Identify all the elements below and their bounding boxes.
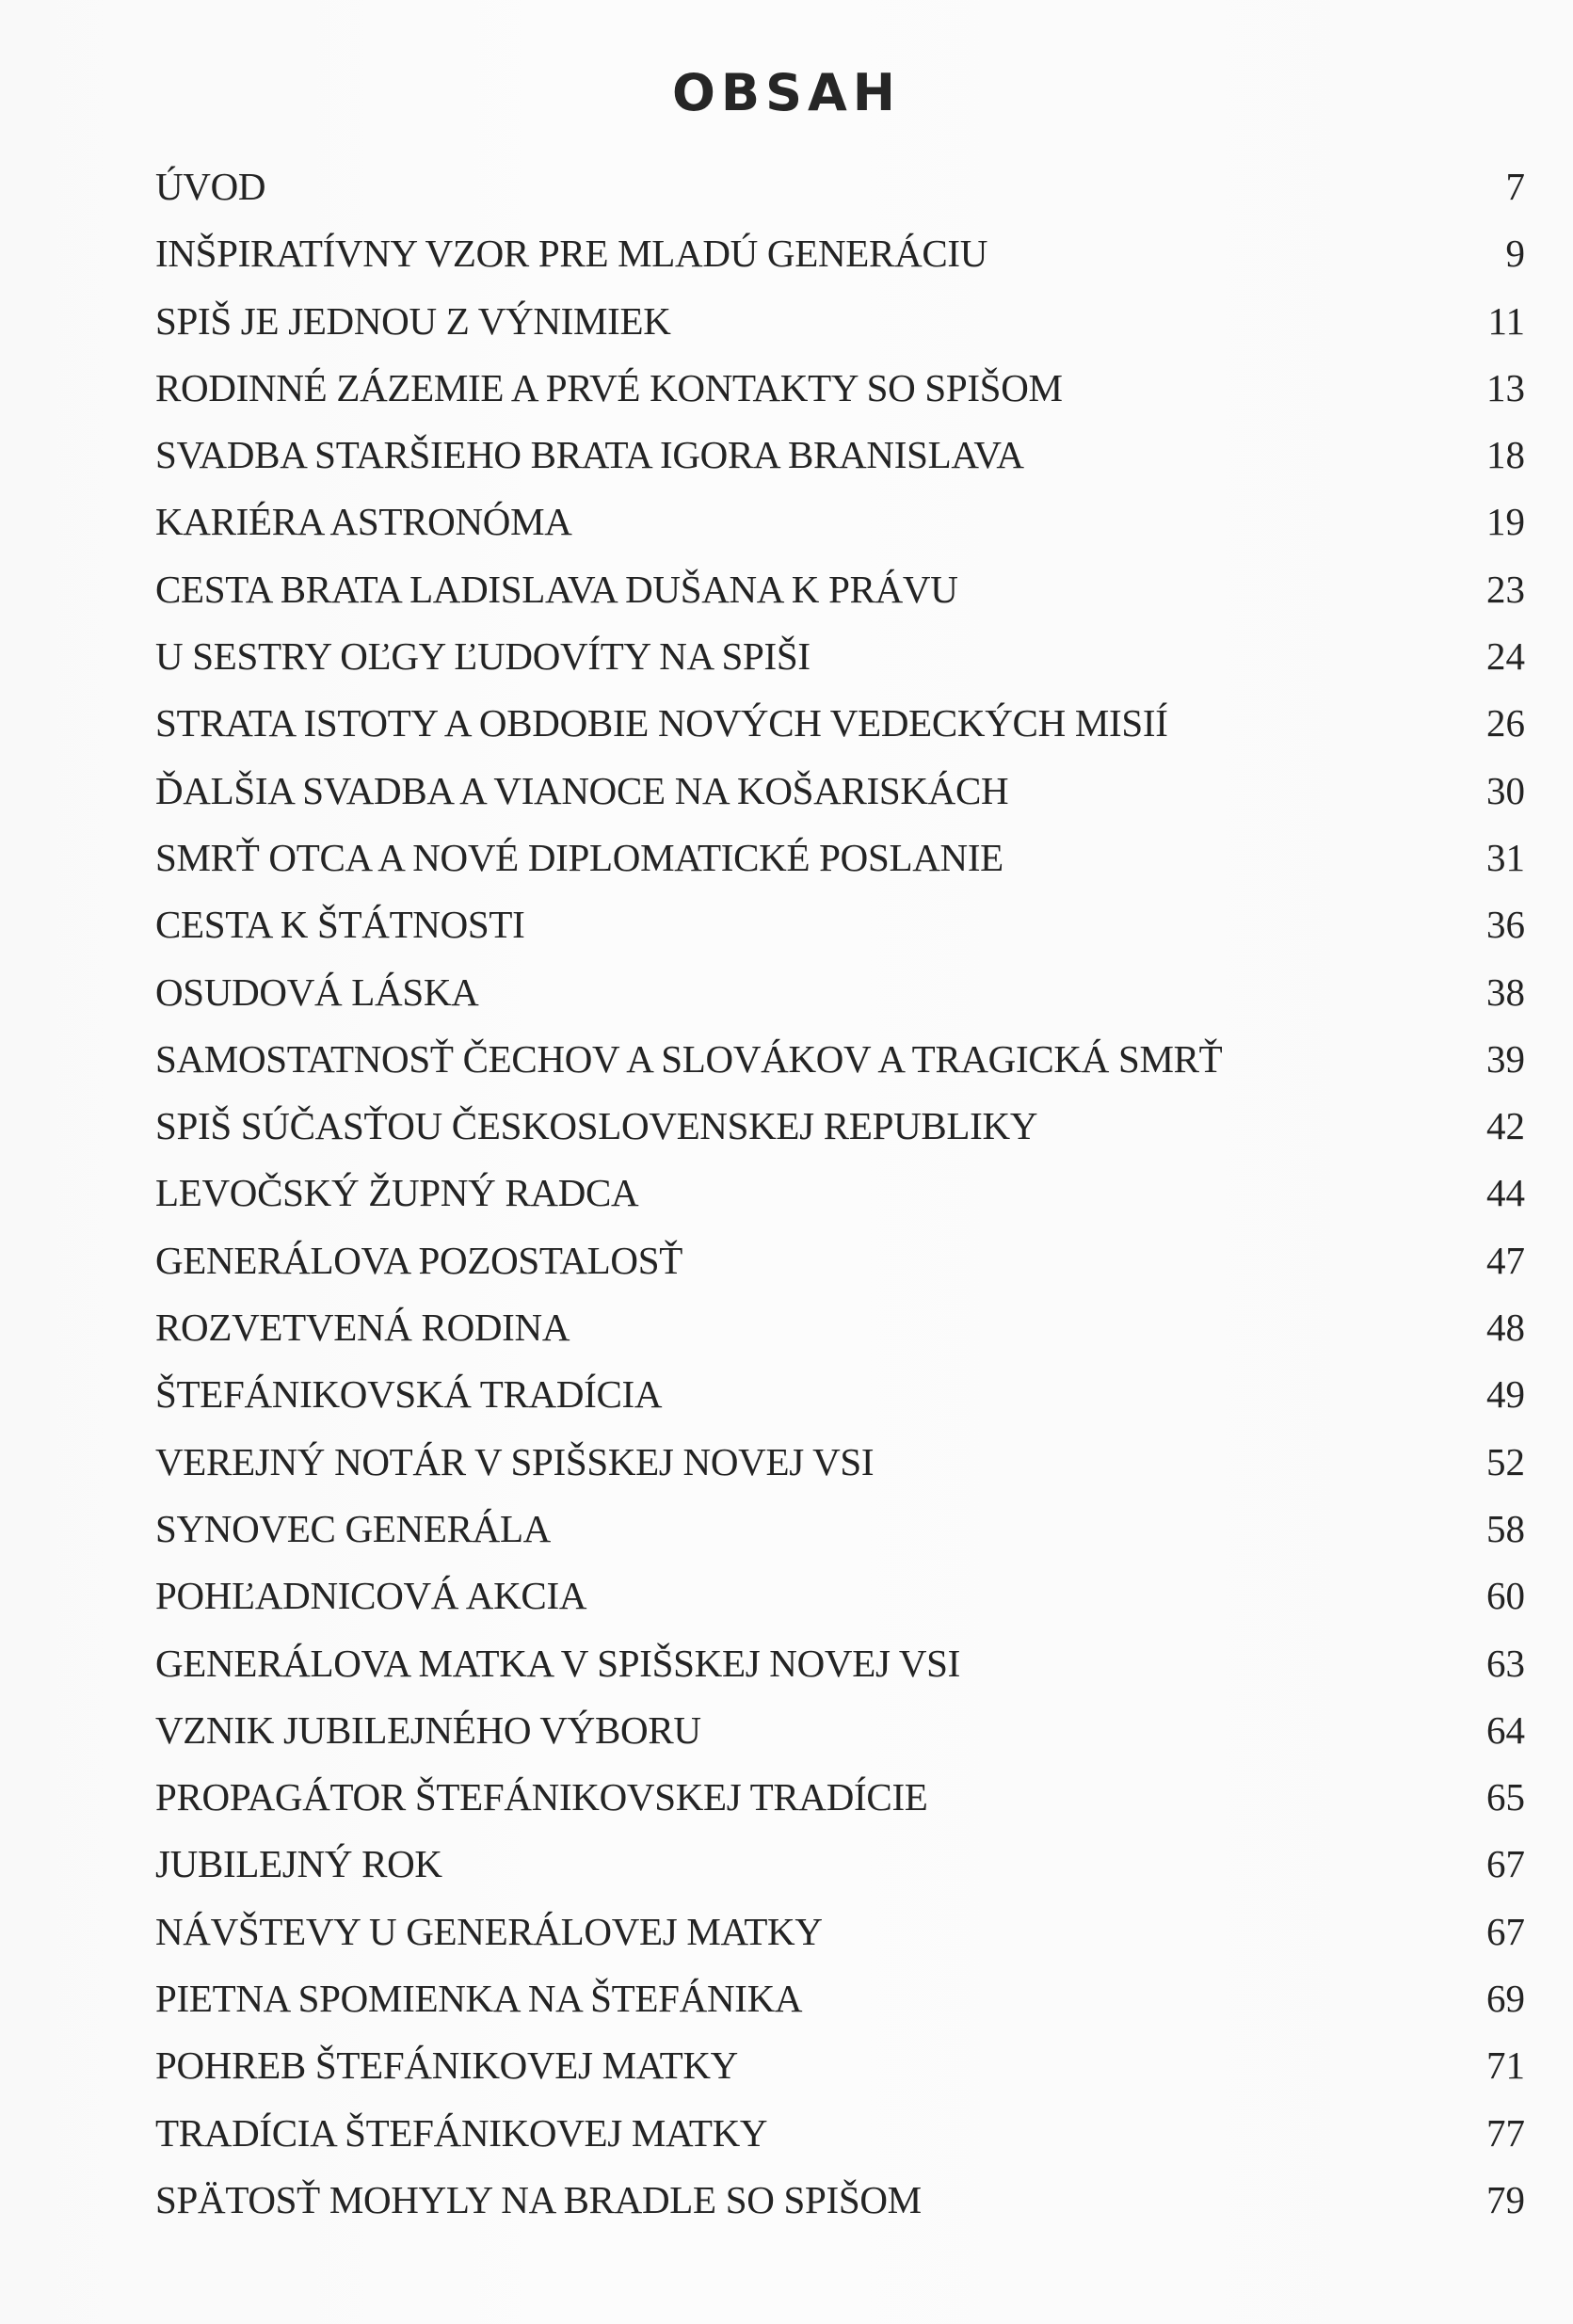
toc-entry-title: LEVOČSKÝ ŽUPNÝ RADCA (155, 1171, 639, 1215)
toc-entry-title: RODINNÉ ZÁZEMIE A PRVÉ KONTAKTY SO SPIŠOM (155, 365, 1063, 409)
toc-entry[interactable] (155, 1697, 1525, 1764)
toc-entry[interactable] (155, 489, 1525, 555)
toc-entry-page-number: 49 (1486, 1372, 1525, 1417)
toc-entry-title: TRADÍCIA ŠTEFÁNIKOVEJ MATKY (155, 2110, 768, 2155)
toc-entry[interactable] (155, 1227, 1525, 1294)
toc-entry-page-number: 11 (1487, 298, 1525, 343)
toc-entry-page-number: 58 (1486, 1506, 1525, 1550)
toc-entry-title: SAMOSTATNOSŤ ČECHOV A SLOVÁKOV A TRAGICKÁ SMRŤ (155, 1036, 1223, 1081)
toc-entry[interactable] (155, 1160, 1525, 1226)
toc-entry-title: OSUDOVÁ LÁSKA (155, 970, 479, 1014)
toc-entry-title: ŠTEFÁNIKOVSKÁ TRADÍCIA (155, 1372, 663, 1417)
toc-entry-page-number: 19 (1486, 500, 1525, 544)
toc-entry[interactable] (155, 1429, 1525, 1496)
toc-entry[interactable] (155, 690, 1525, 757)
toc-entry-title: PROPAGÁTOR ŠTEFÁNIKOVSKEJ TRADÍCIE (155, 1775, 928, 1819)
toc-entry-title: VZNIK JUBILEJNÉHO VÝBORU (155, 1707, 701, 1752)
toc-entry[interactable] (155, 1294, 1525, 1361)
toc-entry[interactable] (155, 1093, 1525, 1160)
toc-entry-page-number: 47 (1486, 1238, 1525, 1282)
toc-entry-title: ĎALŠIA SVADBA A VIANOCE NA KOŠARISKÁCH (155, 768, 1009, 812)
toc-entry[interactable] (155, 1965, 1525, 2032)
toc-entry[interactable] (155, 1361, 1525, 1428)
toc-entry-title: SPÄTOSŤ MOHYLY NA BRADLE SO SPIŠOM (155, 2177, 922, 2221)
toc-entry-title: SMRŤ OTCA A NOVÉ DIPLOMATICKÉ POSLANIE (155, 835, 1003, 879)
toc-entry-title: ÚVOD (155, 165, 266, 208)
toc-entry-page-number: 48 (1486, 1306, 1525, 1350)
toc-entry-page-number: 13 (1486, 365, 1525, 409)
toc-entry[interactable] (155, 1764, 1525, 1831)
toc-entry-title: SPIŠ JE JEDNOU Z VÝNIMIEK (155, 298, 671, 343)
toc-entry-title: JUBILEJNÝ ROK (155, 1842, 442, 1886)
toc-entry-title: SVADBA STARŠIEHO BRATA IGORA BRANISLAVA (155, 433, 1024, 477)
toc-entry-title: SPIŠ SÚČASŤOU ČESKOSLOVENSKEJ REPUBLIKY (155, 1104, 1038, 1148)
toc-entry-page-number: 69 (1486, 1977, 1525, 2021)
toc-entry-title: CESTA K ŠTÁTNOSTI (155, 903, 525, 947)
toc-entry-title: SYNOVEC GENERÁLA (155, 1506, 551, 1550)
toc-entry[interactable] (155, 1899, 1525, 1965)
toc-entry-title: POHĽADNICOVÁ AKCIA (155, 1574, 587, 1618)
toc-entry-title: POHREB ŠTEFÁNIKOVEJ MATKY (155, 2044, 738, 2088)
toc-entry-title: U SESTRY OĽGY ĽUDOVÍTY NA SPIŠI (155, 634, 811, 679)
toc-entry-title: GENERÁLOVA POZOSTALOSŤ (155, 1238, 682, 1282)
toc-entry[interactable] (155, 891, 1525, 958)
toc-entry-page-number: 42 (1486, 1104, 1525, 1148)
toc-entry[interactable] (155, 1026, 1525, 1093)
page-title: OBSAH (672, 63, 901, 123)
toc-entry-page-number: 30 (1486, 768, 1525, 812)
toc-entry-title: GENERÁLOVA MATKA V SPIŠSKEJ NOVEJ VSI (155, 1641, 961, 1685)
toc-entry-page-number: 65 (1486, 1775, 1525, 1819)
toc-entry[interactable] (155, 1496, 1525, 1563)
toc-entry[interactable] (155, 1630, 1525, 1697)
toc-entry-page-number: 9 (1505, 232, 1525, 276)
toc-entry[interactable] (155, 288, 1525, 355)
toc-entry[interactable] (155, 758, 1525, 825)
toc-entry-page-number: 67 (1486, 1909, 1525, 1953)
toc-entry[interactable] (155, 220, 1525, 287)
toc-entry-page-number: 7 (1505, 165, 1525, 208)
toc-entry-page-number: 36 (1486, 903, 1525, 947)
toc-entry-page-number: 44 (1486, 1171, 1525, 1215)
toc-entry-page-number: 39 (1486, 1036, 1525, 1081)
toc-entry-page-number: 71 (1486, 2044, 1525, 2088)
toc-entry-title: INŠPIRATÍVNY VZOR PRE MLADÚ GENERÁCIU (155, 232, 988, 276)
toc-entry-page-number: 26 (1486, 701, 1525, 745)
toc-entry[interactable] (155, 825, 1525, 891)
toc-entry-page-number: 64 (1486, 1707, 1525, 1752)
toc-entry[interactable] (155, 422, 1525, 489)
toc-entry-page-number: 77 (1486, 2110, 1525, 2155)
toc-entry-page-number: 60 (1486, 1574, 1525, 1618)
toc-entry[interactable] (155, 1563, 1525, 1629)
toc-entry-page-number: 67 (1486, 1842, 1525, 1886)
toc-entry[interactable] (155, 959, 1525, 1026)
toc-entry[interactable] (155, 2100, 1525, 2167)
toc-entry-title: ROZVETVENÁ RODINA (155, 1306, 570, 1350)
toc-entry-title: STRATA ISTOTY A OBDOBIE NOVÝCH VEDECKÝCH MISIÍ (155, 701, 1168, 745)
toc-entry-page-number: 79 (1486, 2177, 1525, 2221)
toc-entry-title: NÁVŠTEVY U GENERÁLOVEJ MATKY (155, 1909, 823, 1953)
toc-entry[interactable] (155, 355, 1525, 422)
toc-entry-page-number: 52 (1486, 1439, 1525, 1483)
toc-entry[interactable] (155, 1831, 1525, 1898)
toc-entry-title: CESTA BRATA LADISLAVA DUŠANA K PRÁVU (155, 567, 958, 611)
toc-entry[interactable] (155, 623, 1525, 690)
toc-entry-page-number: 31 (1486, 835, 1525, 879)
toc-entry-title: VEREJNÝ NOTÁR V SPIŠSKEJ NOVEJ VSI (155, 1439, 875, 1483)
toc-entry-title: PIETNA SPOMIENKA NA ŠTEFÁNIKA (155, 1977, 803, 2021)
toc-entry-page-number: 63 (1486, 1641, 1525, 1685)
toc-entry-page-number: 38 (1486, 970, 1525, 1014)
toc-entry[interactable] (155, 153, 1525, 220)
toc-entry-page-number: 18 (1486, 433, 1525, 477)
toc-entry[interactable] (155, 2167, 1525, 2234)
table-of-contents (155, 153, 1525, 2234)
toc-entry[interactable] (155, 2032, 1525, 2099)
toc-entry-page-number: 23 (1486, 567, 1525, 611)
toc-entry-title: KARIÉRA ASTRONÓMA (155, 500, 572, 544)
toc-entry-page-number: 24 (1486, 634, 1525, 679)
toc-entry[interactable] (155, 556, 1525, 623)
